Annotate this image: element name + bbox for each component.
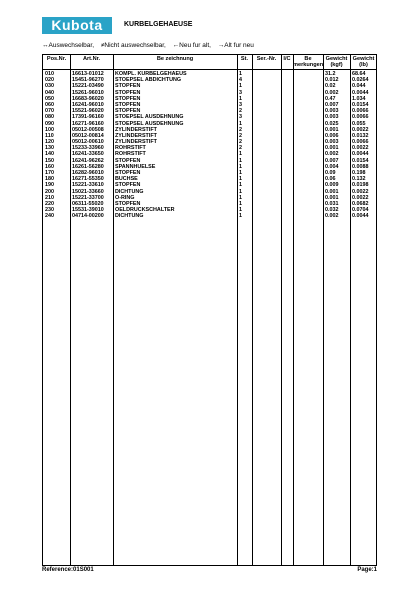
cell-pos: 050 <box>45 95 54 102</box>
cell-st: 1 <box>239 207 242 214</box>
cell-kg: 0.009 <box>325 182 339 189</box>
cell-pos: 160 <box>45 163 54 170</box>
col-header-weight-kg: Gewicht (kgf) <box>325 56 348 68</box>
cell-desc: STOEPSEL ABDICHTUNG <box>115 77 182 84</box>
cell-lb: 1.034 <box>352 95 366 102</box>
cell-st: 3 <box>239 101 242 108</box>
cell-art: 15521-96020 <box>72 108 104 115</box>
cell-pos: 240 <box>45 213 54 220</box>
cell-desc: ZYLINDERSTIFT <box>115 126 157 133</box>
cell-kg: 0.006 <box>325 132 339 139</box>
cell-kg: 0.02 <box>325 83 336 90</box>
col-header-remarks: Be merkungen <box>293 56 324 68</box>
cell-kg: 0.003 <box>325 114 339 121</box>
legend-item: →Alt fur neu <box>217 42 254 49</box>
cell-st: 1 <box>239 176 242 183</box>
cell-pos: 200 <box>45 188 54 195</box>
cell-desc: STOPFEN <box>115 157 141 164</box>
cell-art: 16271-55350 <box>72 176 104 183</box>
cell-kg: 0.012 <box>325 77 339 84</box>
cell-kg: 0.003 <box>325 139 339 146</box>
cell-art: 16282-96010 <box>72 170 104 176</box>
cell-st: 2 <box>239 145 242 152</box>
cell-pos: 060 <box>45 101 54 108</box>
cell-st: 1 <box>239 95 242 102</box>
cell-art: 05012-00508 <box>72 126 104 133</box>
cell-lb: 0.0154 <box>352 101 369 108</box>
kubota-logo: Kubota <box>42 17 112 34</box>
cell-st: 1 <box>239 170 242 176</box>
cell-art: 16241-96262 <box>72 157 104 164</box>
cell-kg: 0.002 <box>325 89 339 96</box>
cell-desc: STOPFEN <box>115 182 141 189</box>
cell-desc: O-RING <box>115 194 135 201</box>
cell-lb: 0.0682 <box>352 200 369 207</box>
cell-art: 15221-33700 <box>72 194 104 201</box>
legend-item: ←Neu fur alt, <box>172 42 211 49</box>
table-body <box>43 71 376 220</box>
cell-pos: 210 <box>45 194 54 201</box>
cell-lb: 0.0066 <box>352 114 369 121</box>
cell-art: 06311-55020 <box>72 200 104 207</box>
cell-st: 2 <box>239 108 242 115</box>
cell-kg: 31.2 <box>325 71 336 77</box>
cell-st: 3 <box>239 114 242 121</box>
cell-pos: 110 <box>45 132 54 139</box>
cell-desc: OELDRUCKSCHALTER <box>115 207 175 214</box>
cell-st: 4 <box>239 77 242 84</box>
cell-kg: 0.007 <box>325 157 339 164</box>
cell-art: 05012-00814 <box>72 132 104 139</box>
cell-kg: 0.001 <box>325 145 339 152</box>
cell-desc: STOPFEN <box>115 101 141 108</box>
cell-pos: 070 <box>45 108 54 115</box>
cell-kg: 0.031 <box>325 200 339 207</box>
cell-pos: 120 <box>45 139 54 146</box>
cell-desc: BUCHSE <box>115 176 138 183</box>
cell-kg: 0.001 <box>325 194 339 201</box>
cell-art: 15531-39010 <box>72 207 104 214</box>
cell-desc: DICHTUNG <box>115 213 144 220</box>
document-title: KURBELGEHAEUSE <box>124 21 193 28</box>
cell-desc: STOPFEN <box>115 200 141 207</box>
cell-desc: ZYLINDERSTIFT <box>115 132 157 139</box>
cell-art: 04714-00200 <box>72 213 104 220</box>
cell-lb: 0.0022 <box>352 145 369 152</box>
cell-lb: 68.64 <box>352 71 366 77</box>
col-header-weight-lb: Gewicht (lb) <box>352 56 375 68</box>
cell-kg: 0.007 <box>325 101 339 108</box>
cell-kg: 0.001 <box>325 126 339 133</box>
cell-lb: 0.0066 <box>352 139 369 146</box>
cell-kg: 0.06 <box>325 176 336 183</box>
cell-lb: 0.0044 <box>352 213 369 220</box>
cell-lb: 0.0022 <box>352 188 369 195</box>
cell-art: 15261-96010 <box>72 89 104 96</box>
cell-st: 1 <box>239 194 242 201</box>
cell-desc: STOPFEN <box>115 83 141 90</box>
cell-pos: 130 <box>45 145 54 152</box>
cell-kg: 0.025 <box>325 120 339 127</box>
cell-kg: 0.002 <box>325 151 339 158</box>
cell-lb: 0.0198 <box>352 182 369 189</box>
cell-st: 1 <box>239 83 242 90</box>
cell-pos: 040 <box>45 89 54 96</box>
cell-pos: 080 <box>45 114 54 121</box>
legend-item: ≠Nicht auswechselbar, <box>100 42 166 49</box>
col-header-art: Art.Nr. <box>82 56 101 62</box>
cell-art: 15221-03490 <box>72 83 104 90</box>
cell-lb: 0.0704 <box>352 207 369 214</box>
cell-pos: 170 <box>45 170 54 176</box>
table-row <box>43 213 376 219</box>
cell-art: 16241-33650 <box>72 151 104 158</box>
cell-desc: STOEPSEL AUSDEHNUNG <box>115 114 184 121</box>
cell-desc: STOPFEN <box>115 95 141 102</box>
col-header-st: St. <box>240 56 249 62</box>
cell-desc: ZYLINDERSTIFT <box>115 139 157 146</box>
cell-kg: 0.47 <box>325 95 336 102</box>
cell-art: 16261-56280 <box>72 163 104 170</box>
cell-lb: 0.132 <box>352 176 366 183</box>
cell-pos: 010 <box>45 71 54 77</box>
cell-st: 1 <box>239 213 242 220</box>
cell-art: 16683-96020 <box>72 95 104 102</box>
legend-item: ↔Auswechselbar, <box>42 42 95 49</box>
cell-pos: 030 <box>45 83 54 90</box>
cell-desc: STOPFEN <box>115 108 141 115</box>
cell-st: 1 <box>239 151 242 158</box>
header-divider <box>43 69 376 70</box>
cell-pos: 090 <box>45 120 54 127</box>
cell-kg: 0.001 <box>325 188 339 195</box>
cell-art: 15451-96270 <box>72 77 104 84</box>
cell-st: 2 <box>239 132 242 139</box>
col-header-ser: Ser.-Nr. <box>256 56 277 62</box>
cell-lb: 0.0044 <box>352 89 369 96</box>
cell-art: 16613-01012 <box>72 71 104 77</box>
cell-lb: 0.0264 <box>352 77 369 84</box>
cell-st: 3 <box>239 89 242 96</box>
cell-st: 1 <box>239 182 242 189</box>
cell-kg: 0.003 <box>325 108 339 115</box>
cell-art: 15221-33610 <box>72 182 104 189</box>
cell-art: 17391-96160 <box>72 114 104 121</box>
cell-lb: 0.0022 <box>352 126 369 133</box>
cell-art: 05012-00610 <box>72 139 104 146</box>
cell-pos: 230 <box>45 207 54 214</box>
cell-pos: 140 <box>45 151 54 158</box>
cell-desc: ROHRSTIFT <box>115 151 146 158</box>
cell-kg: 0.002 <box>325 213 339 220</box>
cell-art: 16241-96010 <box>72 101 104 108</box>
cell-lb: 0.198 <box>352 170 366 176</box>
cell-st: 1 <box>239 163 242 170</box>
cell-desc: STOEPSEL AUSDEHNUNG <box>115 120 184 127</box>
cell-st: 2 <box>239 139 242 146</box>
page-number: Page:1 <box>357 567 377 573</box>
cell-st: 1 <box>239 188 242 195</box>
cell-pos: 100 <box>45 126 54 133</box>
cell-kg: 0.004 <box>325 163 339 170</box>
cell-art: 16271-96160 <box>72 120 104 127</box>
cell-art: 15233-33960 <box>72 145 104 152</box>
cell-desc: DICHTUNG <box>115 188 144 195</box>
cell-lb: 0.0154 <box>352 157 369 164</box>
reference-label: Reference:01S001 <box>42 567 94 573</box>
cell-desc: SPANNHUELSE <box>115 163 156 170</box>
col-header-desc: Be zeichnung <box>156 56 194 62</box>
cell-lb: 0.044 <box>352 83 366 90</box>
cell-lb: 0.0132 <box>352 132 369 139</box>
cell-lb: 0.055 <box>352 120 366 127</box>
interchange-legend <box>42 42 259 49</box>
cell-lb: 0.0044 <box>352 151 369 158</box>
cell-st: 1 <box>239 120 242 127</box>
cell-kg: 0.09 <box>325 170 336 176</box>
cell-desc: STOPFEN <box>115 89 141 96</box>
cell-kg: 0.032 <box>325 207 339 214</box>
cell-desc: STOPFEN <box>115 170 141 176</box>
cell-pos: 180 <box>45 176 54 183</box>
cell-lb: 0.0022 <box>352 194 369 201</box>
cell-desc: ROHRSTIFT <box>115 145 146 152</box>
parts-table <box>42 54 377 566</box>
cell-st: 1 <box>239 157 242 164</box>
cell-lb: 0.0066 <box>352 108 369 115</box>
cell-pos: 150 <box>45 157 54 164</box>
cell-st: 2 <box>239 126 242 133</box>
cell-lb: 0.0088 <box>352 163 369 170</box>
cell-pos: 220 <box>45 200 54 207</box>
col-header-pos: Pos.Nr. <box>46 56 67 62</box>
cell-art: 15021-33660 <box>72 188 104 195</box>
cell-st: 1 <box>239 200 242 207</box>
cell-st: 1 <box>239 71 242 77</box>
cell-pos: 020 <box>45 77 54 84</box>
col-header-ic: I/C <box>283 56 291 62</box>
cell-pos: 190 <box>45 182 54 189</box>
cell-desc: KOMPL. KURBELGEHAEUS <box>115 71 187 77</box>
